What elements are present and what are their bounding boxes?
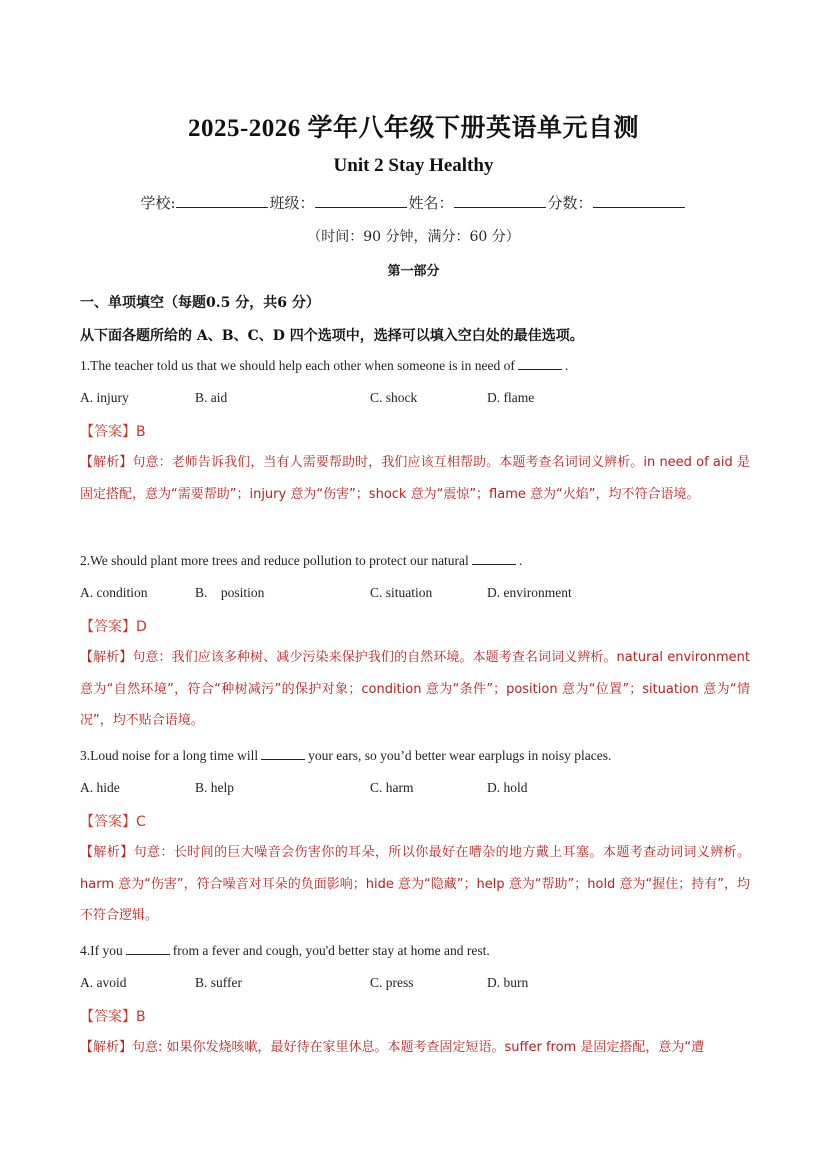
- name-label: 姓名：: [408, 194, 454, 212]
- question-2-answer: 【答案】D: [80, 619, 147, 635]
- question-2-option-c[interactable]: C. situation: [370, 585, 433, 600]
- school-blank[interactable]: [176, 193, 268, 208]
- question-1-option-c[interactable]: C. shock: [370, 390, 418, 405]
- class-field[interactable]: [270, 194, 409, 212]
- question-4-option-c[interactable]: C. press: [370, 975, 414, 990]
- score-blank[interactable]: [593, 193, 685, 208]
- question-1-option-a[interactable]: A. injury: [80, 390, 129, 405]
- question-3-options: [80, 780, 750, 798]
- question-4-stem: 4.If you from a fever and cough, you'd better stay at home and rest.: [80, 943, 490, 958]
- part-title: 第一部分: [387, 264, 440, 279]
- question-1-stem: 1.The teacher told us that we should help each other when someone is in need of .: [80, 358, 569, 373]
- page-title: 2025-2026 学年八年级下册英语单元自测: [187, 115, 640, 142]
- question-3-option-b[interactable]: B. help: [195, 780, 234, 795]
- question-4-option-d[interactable]: D. burn: [487, 975, 529, 990]
- question-2-option-d[interactable]: D. environment: [487, 585, 572, 600]
- class-blank[interactable]: [315, 193, 407, 208]
- question-4-option-b[interactable]: B. suffer: [195, 975, 242, 990]
- student-info-row: [0, 192, 827, 213]
- section-title: 一、单项填空（每题0.5 分，共6 分）: [80, 295, 320, 311]
- question-2-option-b[interactable]: B. position: [195, 585, 265, 600]
- unit-subtitle: Unit 2 Stay Healthy: [333, 155, 494, 176]
- question-1-blank: [518, 357, 562, 370]
- question-2-stem: 2.We should plant more trees and reduce pollution to protect our natural .: [80, 553, 523, 568]
- question-2-option-a[interactable]: A. condition: [80, 585, 148, 600]
- question-1-explanation: 【解析】句意：老师告诉我们，当有人需要帮助时，我们应该互相帮助。本题考查名词词义辨析。in need of aid 是固定搭配，意为“需要帮助”；injury 意为“伤害”；shock 意为“震惊”；flame 意为“火焰”，均不符合语境。: [80, 455, 750, 502]
- question-4-blank: [126, 942, 170, 955]
- question-2-explanation: 【解析】句意：我们应该多种树、减少污染来保护我们的自然环境。本题考查名词词义辨析。natural environment 意为“自然环境”，符合“种树减污”的保护对象；condition 意为“条件”；position 意为“位置”；situation 意为“情况”，均不贴合语境。: [80, 650, 750, 728]
- question-3-answer: 【答案】C: [80, 814, 146, 830]
- time-note: （时间：90 分钟，满分：60 分）: [307, 229, 520, 245]
- score-field[interactable]: [548, 194, 687, 212]
- question-1-options: [80, 390, 750, 408]
- question-3-blank: [261, 747, 305, 760]
- question-2-options: [80, 585, 750, 603]
- question-4-explanation: 【解析】句意: 如果你发烧咳嗽，最好待在家里休息。本题考查固定短语。suffer from 是固定搭配，意为“遭: [80, 1040, 705, 1055]
- school-field[interactable]: [140, 194, 269, 212]
- name-blank[interactable]: [454, 193, 546, 208]
- question-3-stem: 3.Loud noise for a long time will your ears, so you’d better wear earplugs in noisy places.: [80, 748, 612, 763]
- question-1-option-d[interactable]: D. flame: [487, 390, 535, 405]
- question-3-option-c[interactable]: C. harm: [370, 780, 414, 795]
- class-label: 班级：: [269, 194, 315, 212]
- question-3-option-a[interactable]: A. hide: [80, 780, 120, 795]
- question-4-option-a[interactable]: A. avoid: [80, 975, 127, 990]
- question-2-blank: [472, 552, 516, 565]
- score-label: 分数：: [547, 194, 593, 212]
- question-3-explanation: 【解析】句意：长时间的巨大噪音会伤害你的耳朵，所以你最好在嘈杂的地方戴上耳塞。本题考查动词词义辨析。harm 意为“伤害”，符合噪音对耳朵的负面影响；hide 意为“隐藏”；help 意为“帮助”；hold 意为“握住；持有”，均不符合逻辑。: [80, 845, 750, 923]
- section-instruction: 从下面各题所给的 A、B、C、D 四个选项中，选择可以填入空白处的最佳选项。: [80, 328, 584, 344]
- question-1-answer: 【答案】B: [80, 424, 146, 440]
- question-4-answer: 【答案】B: [80, 1009, 146, 1025]
- question-4-options: [80, 975, 750, 993]
- school-label: 学校:: [140, 194, 176, 212]
- question-1-option-b[interactable]: B. aid: [195, 390, 228, 405]
- question-3-option-d[interactable]: D. hold: [487, 780, 528, 795]
- name-field[interactable]: [409, 194, 548, 212]
